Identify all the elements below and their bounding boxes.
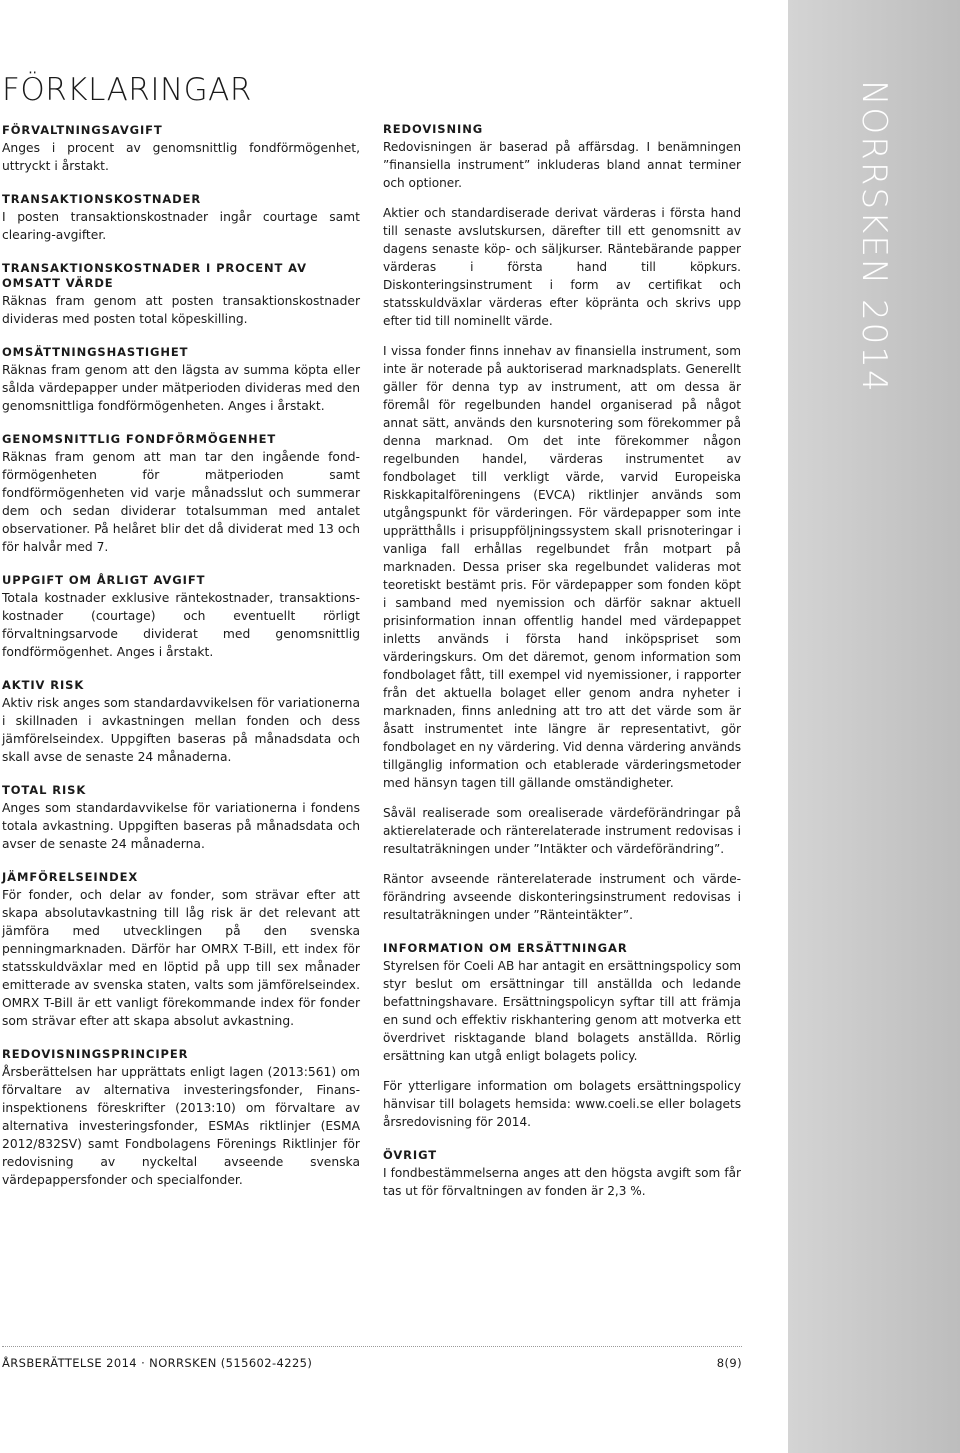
vertical-fund-title: NORRSKEN 2014 [854,80,894,394]
section-total-risk [2,783,360,853]
section-heading: FÖRVALTNINGSAVGIFT [2,123,163,137]
section-paragraph: I fondbestämmelserna anges att den högsta avgift som får tas ut för förvaltningen av fonden är 2,3 %. [383,1166,741,1198]
section-forvaltningsavgift [2,123,360,175]
section-body: Räknas fram genom att posten transaktionskostnader divideras med posten total köpeskilling. [2,294,360,326]
section-heading: TRANSAKTIONSKOSTNADER I PROCENT AV OMSATT VÄRDE [2,261,307,290]
section-paragraph: För ytterligare information om bolagets ersättningspolicy hänvisar till bolagets hemsida: www.coeli.se eller bolagets årsredovisning för 2014. [383,1079,741,1129]
footer-divider [2,1346,742,1348]
section-information-om-ersattningar [383,941,741,1131]
section-body: Anges i procent av genomsnittlig fondförmögenhet, uttryckt i årstakt. [2,141,360,173]
section-heading: TOTAL RISK [2,783,87,797]
section-body: Räknas fram genom att den lägsta av summa köpta eller sålda värdepapper under mätperioden divideras med den genomsnittliga fondförmögenheten. Anges i årstakt. [2,363,360,413]
section-body: Totala kostnader exklusive räntekostnader, transaktions-kostnader (courtage) och eventuellt rörligt förvaltningsarvode dividerat med genomsnittlig fondförmögenhet. Anges i årstakt. [2,591,360,659]
section-heading: REDOVISNING [383,122,484,136]
section-aktiv-risk [2,678,360,766]
section-heading: UPPGIFT OM ÅRLIGT AVGIFT [2,573,206,587]
section-paragraph: I vissa fonder finns innehav av finansiella instrument, som inte är noterade på auktoriserad marknadsplats. Generellt gäller för denna typ av instrument, att om dessa är föremål för regelbunden handel organiserad på något annat sätt, används den kursnotering som förekommer på denna marknad. Om det inte förekommer någon regelbunden handel, värderas instrumentet av fondbolaget till verkligt värde, varvid Europeiska Riskkapitalföreningens (EVCA) riktlinjer används som utgångspunkt för värderingen. För värdepapper som inte upprätthålls i prisuppföljningssystem skall prisnoteringar i vanliga fall erhållas regelbundet från motpart på marknaden. Dessa priser ska regelbundet valideras mot teoretiskt bestämt pris. För värdepapper som fonden köpt i samband med nyemission och därför saknar aktuell prisinformation innan offentlig handel med värdepappet inletts används i första hand inköpspriset som värderingskurs. Om det däremot, genom information som fondbolaget fått, till exempel vid nyemissioner, i rapporter från det aktuella bolaget eller genom andra nyheter i marknaden, finns anledning att tro att det värde som är åsatt instrumentet inte längre är representativt, gör fondbolaget en ny värdering. Vid denna värdering används tillgänglig information och etablerade värderingsmetoder med hänsyn tagen till gällande omständigheter. [383,344,741,790]
section-ovrigt [383,1148,741,1200]
footer-page-number: 8(9) [716,1356,742,1370]
section-omsattningshastighet [2,345,360,415]
section-paragraph: Aktier och standardiserade derivat värderas i första hand till senaste avslutskursen, därefter till ett genomsnitt av dagens senaste köp- och säljkurser. Räntebärande papper värderas i första hand till köpkurs. Diskonteringsinstrument i form av certifikat och statsskuldväxlar värderas efter köpränta och skrivs upp efter tid till nominellt värde. [383,206,741,328]
section-paragraph: Räntor avseende ränterelaterade instrument och värde-förändring avseende diskonteringsinstrument redovisas i resultaträkningen under ”Ränteintäkter”. [383,872,741,922]
section-heading: OMSÄTTNINGSHASTIGHET [2,345,189,359]
section-jamforelseindex [2,870,360,1030]
section-paragraph: Styrelsen för Coeli AB har antagit en ersättningspolicy som styr beslut om ersättningar till anställda och ledande befattningshavare. Ersättningspolicyn syftar till att främja en sund och effektiv riskhantering genom att motverka ett överdrivet risktagande bland bolagets anställda. Rörlig ersättning kan utgå enligt bolagets policy. [383,959,741,1063]
section-heading: JÄMFÖRELSEINDEX [2,870,139,884]
section-body: I posten transaktionskostnader ingår courtage samt clearing-avgifter. [2,210,360,242]
left-column [2,123,360,1206]
section-paragraph: Redovisningen är baserad på affärsdag. I benämningen ”finansiella instrument” inkluderas bland annat terminer och optioner. [383,140,741,190]
page-title: FÖRKLARINGAR [2,72,252,108]
section-body: Anges som standardavvikelse för variationerna i fondens totala avkastning. Uppgiften baseras på månadsdata och avser de senaste 24 månaderna. [2,801,360,851]
section-body: För fonder, och delar av fonder, som strävar efter att skapa absolutavkastning till låg risk är det relevant att jämföra med utvecklingen på den svenska penningmarknaden. Därför har OMRX T-Bill, ett index för statsskuldväxlar med en löptid på upp till sex månader emitterade av svenska staten, valts som jämförelseindex. OMRX T-Bill är ett vanligt förekommande index för fonder som strävar efter att skapa absolut avkastning. [2,888,360,1028]
section-body: Räknas fram genom att man tar den ingående fond-förmögenheten för mätperioden samt fondförmögenheten vid varje månadsslut och summerar dem och sedan dividerar totalsumman med antalet observationer. På helåret blir det då dividerat med 13 och för halvår med 7. [2,450,360,554]
right-column [383,122,741,1217]
section-heading: REDOVISNINGSPRINCIPER [2,1047,189,1061]
section-body: Aktiv risk anges som standardavvikelsen för variationerna i skillnaden i avkastningen mellan fonden och dess jämförelseindex. Uppgiften baseras på månadsdata och skall avse de senaste 24 månaderna. [2,696,361,764]
section-heading: GENOMSNITTLIG FONDFÖRMÖGENHET [2,432,277,446]
section-heading: AKTIV RISK [2,678,85,692]
section-genomsnittlig-fondformogenhet [2,432,360,556]
section-heading: ÖVRIGT [383,1148,437,1162]
section-arligt-avgift [2,573,360,661]
section-heading: TRANSAKTIONSKOSTNADER [2,192,202,206]
footer-report-title: ÅRSBERÄTTELSE 2014 · NORRSKEN (515602-4225) [2,1356,313,1370]
section-heading: INFORMATION OM ERSÄTTNINGAR [383,941,628,955]
section-transaktionskostnader-procent [2,261,360,328]
section-body: Årsberättelsen har upprättats enligt lagen (2013:561) om förvaltare av alternativa investeringsfonder, Finans-inspektionens föreskrifter (2013:10) om förvaltare av alternativa investeringsfonder, ESMAs riktlinjer (ESMA 2012/832SV) samt Fondbolagens Förenings Riktlinjer för redovisning av nyckeltal avseende svenska värdepappersfonder och specialfonder. [2,1065,360,1187]
section-paragraph: Såväl realiserade som orealiserade värdeförändringar på aktierelaterade och ränterelaterade instrument redovisas i resultaträkningen under ”Intäkter och värdeförändring”. [383,806,741,856]
section-transaktionskostnader [2,192,360,244]
section-redovisningsprinciper [2,1047,360,1189]
section-redovisning [383,122,741,924]
